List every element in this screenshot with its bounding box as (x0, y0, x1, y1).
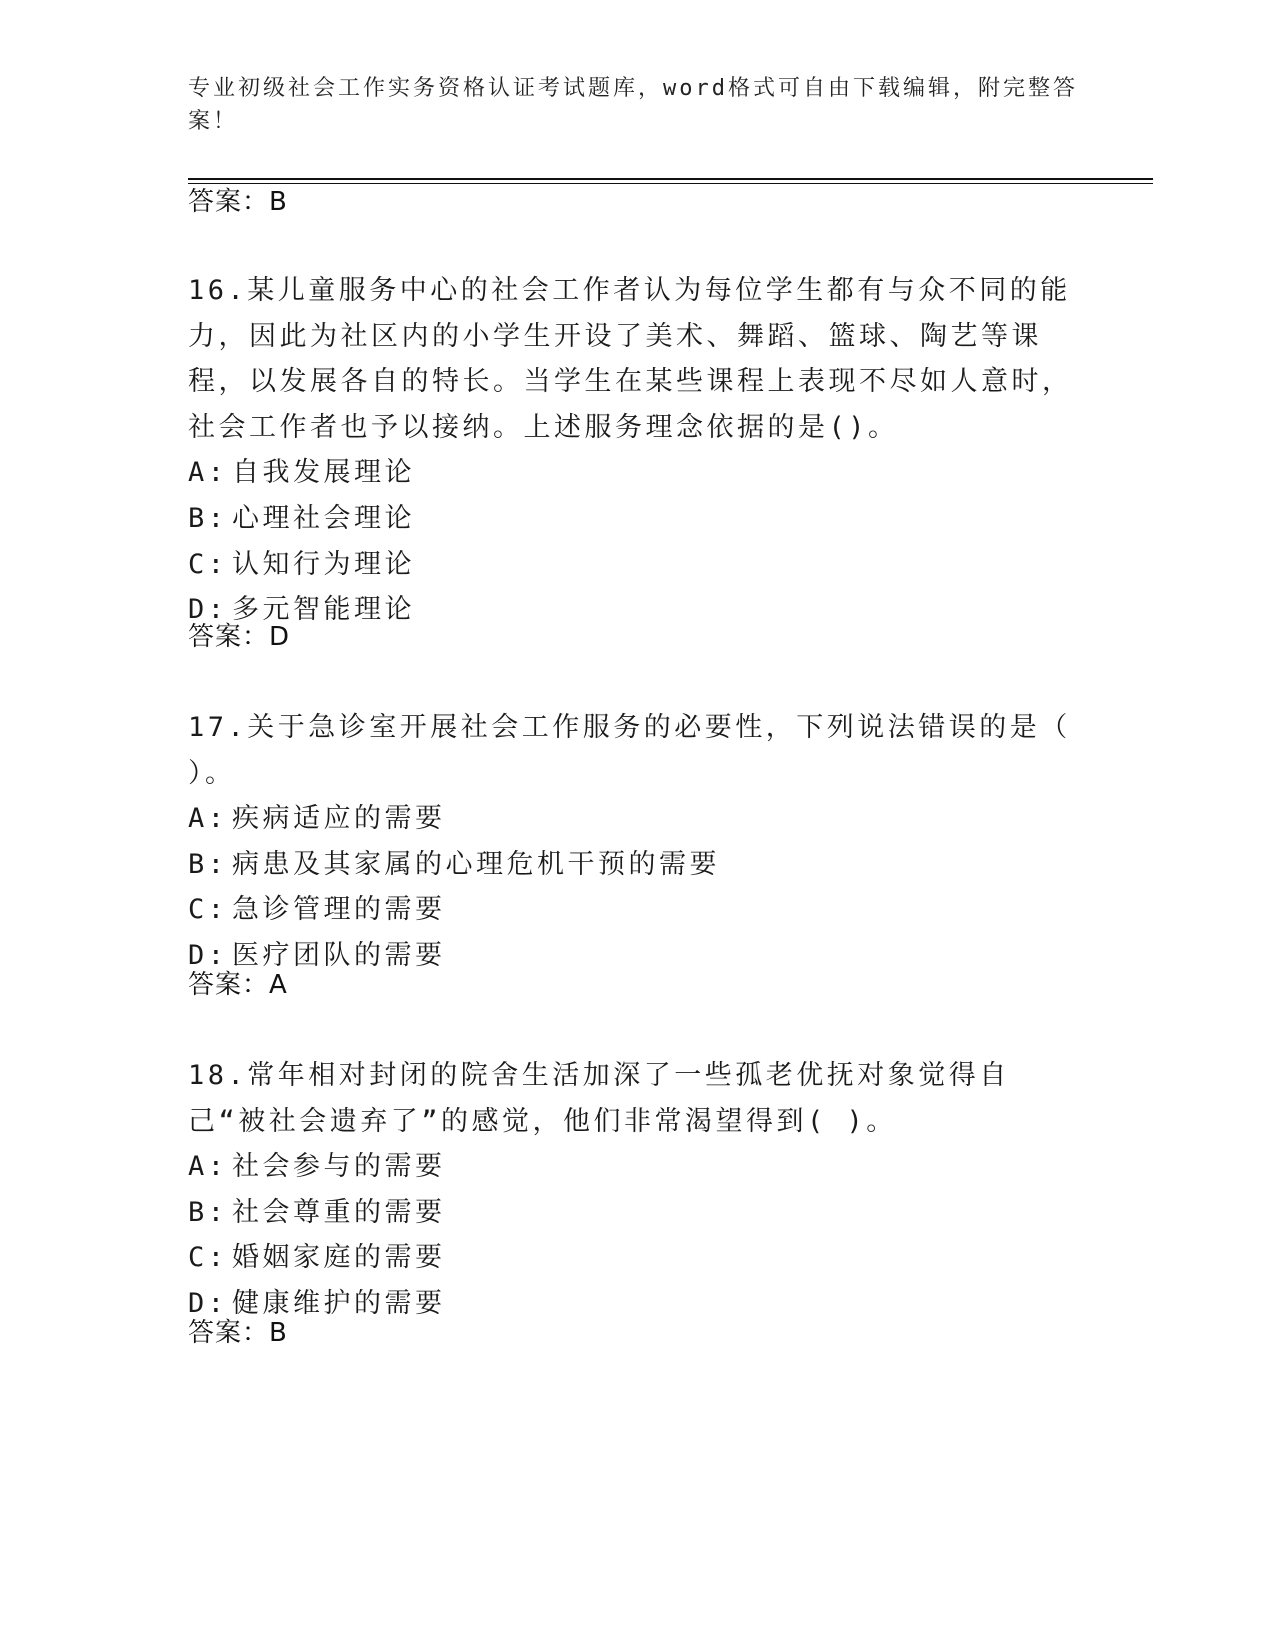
question-stem: 17.关于急诊室开展社会工作服务的必要性，下列说法错误的是（ ）。 (188, 712, 1071, 789)
option-text: 心理社会理论 (232, 502, 415, 534)
option-c (188, 1235, 1088, 1281)
option-text: 多元智能理论 (232, 594, 415, 626)
option-letter: D: (188, 594, 228, 626)
option-text: 自我发展理论 (232, 457, 415, 489)
option-letter: D: (188, 939, 228, 971)
option-a (188, 450, 1088, 496)
option-c (188, 887, 1088, 933)
option-letter: C: (188, 894, 228, 926)
option-text: 病患及其家属的心理危机干预的需要 (232, 848, 720, 880)
header-rule-thin (188, 183, 1153, 184)
option-c (188, 542, 1088, 588)
page-header: 专业初级社会工作实务资格认证考试题库，word格式可自由下载编辑，附完整答案！ (188, 76, 1078, 134)
option-letter: A: (188, 457, 228, 489)
option-b (188, 496, 1088, 542)
option-b (188, 1190, 1088, 1236)
option-letter: C: (188, 1242, 228, 1274)
header-rule-thick (188, 178, 1153, 180)
option-letter: B: (188, 1196, 228, 1228)
option-text: 社会参与的需要 (232, 1151, 446, 1183)
option-text: 疾病适应的需要 (232, 803, 446, 835)
option-letter: C: (188, 548, 228, 580)
option-letter: A: (188, 803, 228, 835)
question-16 (188, 268, 1088, 633)
option-letter: D: (188, 1287, 228, 1319)
option-a (188, 1144, 1088, 1190)
answer-line: 答案：B (188, 187, 288, 217)
question-stem: 18.常年相对封闭的院舍生活加深了一些孤老优抚对象觉得自己“被社会遗弃了”的感觉，他们非常渴望得到( )。 (188, 1060, 1010, 1137)
option-a (188, 796, 1088, 842)
option-letter: B: (188, 502, 228, 534)
answer-line: 答案：B (188, 1318, 288, 1348)
option-text: 急诊管理的需要 (232, 894, 446, 926)
option-text: 认知行为理论 (232, 548, 415, 580)
question-stem: 16.某儿童服务中心的社会工作者认为每位学生都有与众不同的能力，因此为社区内的小学生开设了美术、舞蹈、篮球、陶艺等课程，以发展各自的特长。当学生在某些课程上表现不尽如人意时，社会工作者也予以接纳。上述服务理念依据的是()。 (188, 275, 1073, 443)
option-text: 婚姻家庭的需要 (232, 1242, 446, 1274)
answer-line: 答案：D (188, 622, 291, 652)
question-17 (188, 705, 1088, 979)
question-18 (188, 1053, 1088, 1327)
option-letter: B: (188, 848, 228, 880)
option-letter: A: (188, 1151, 228, 1183)
option-text: 医疗团队的需要 (232, 939, 446, 971)
option-b (188, 842, 1088, 888)
answer-line: 答案：A (188, 970, 288, 1000)
option-text: 社会尊重的需要 (232, 1196, 446, 1228)
option-text: 健康维护的需要 (232, 1287, 446, 1319)
